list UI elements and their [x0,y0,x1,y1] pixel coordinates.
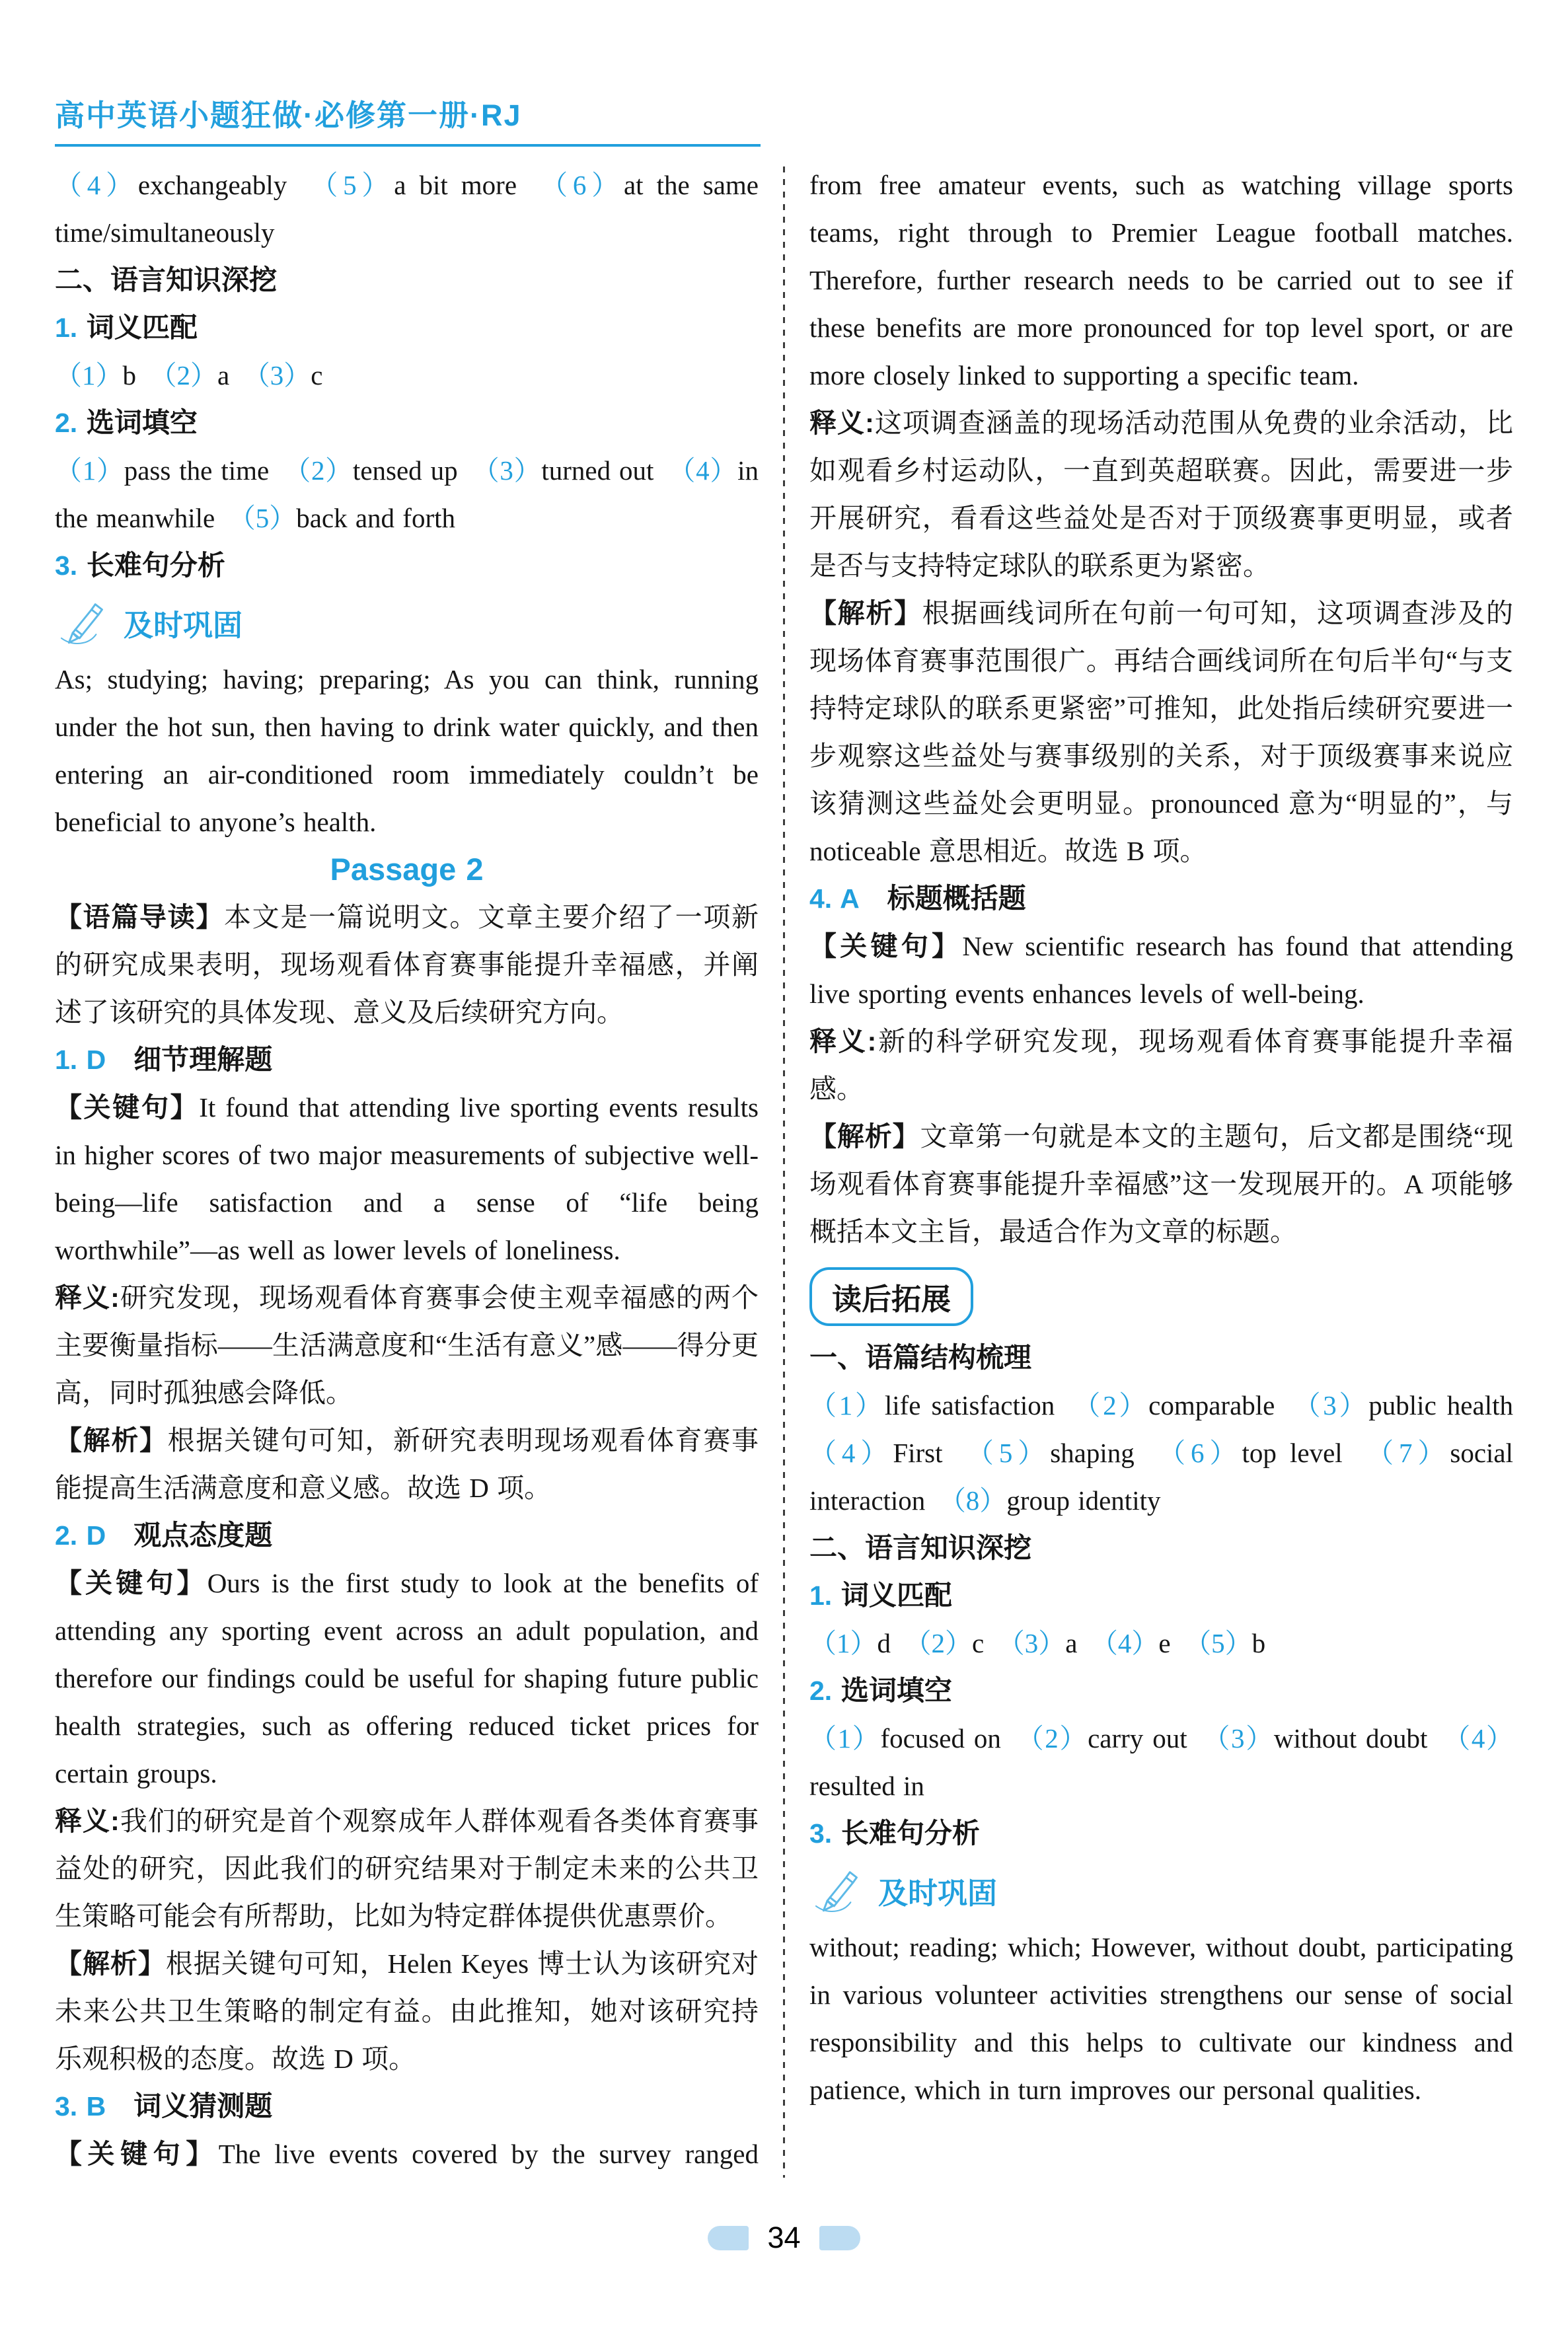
extension-badge-label: 读后拓展 [809,1267,973,1326]
paragraph [809,922,1513,1017]
text-run: resulted in [809,1771,924,1801]
text-run: exchangeably [137,170,324,200]
book-title: 高中英语小题狂做·必修第一册·RJ [55,98,522,132]
text-run: back and forth [296,503,456,533]
text-run: 新的科学研究发现，现场观看体育赛事能提升幸福感。 [809,1026,1513,1104]
text-run: 细节理解题 [106,1044,273,1075]
text-run: 根据关键句可知，新研究表明现场观看体育赛事能提高生活满意度和意义感。故选 D 项。 [55,1425,759,1503]
text-run: a [217,360,257,390]
text-run: 【关键句】 [55,1568,207,1598]
text-run: （8） [952,1485,1007,1516]
answers-line [809,1715,1513,1810]
text-run: （4） [1456,1723,1514,1753]
text-run: 本文是一篇说明文。文章主要介绍了一项新的研究成果表明，现场观看体育赛事能提升幸福感，并阐述了该研究的具体发现、意义及后续研究方向。 [55,902,759,1027]
text-run: 释义: [809,1026,877,1056]
text-run: b [1251,1628,1266,1658]
item-heading [55,2083,759,2130]
footer-tab-left [708,2226,749,2250]
text-run: 4. A [809,883,860,914]
pencil-icon [55,595,112,649]
text-run: e [1158,1628,1198,1658]
answers-line [55,447,759,542]
text-run: 选词填空 [832,1675,952,1706]
text-run: comparable [1148,1390,1307,1421]
text-run: New scientific research has found that attending live sporting events enhances levels of well-being. [809,931,1514,1009]
text-run: without doubt [1273,1723,1457,1753]
item-heading [55,304,759,351]
text-run: social interaction [809,1438,1514,1516]
text-run: （1） [55,360,123,390]
text-run: （3） [486,455,542,486]
text-run: c [311,360,323,390]
text-run: First [893,1438,981,1468]
text-run: at the same time/simultaneously [55,170,759,248]
text-run: （5） [980,1438,1051,1468]
text-run: 【解析】 [809,598,922,628]
text-run: （2） [918,1628,972,1658]
item-heading [55,1512,759,1559]
reinforce-label: 及时巩固 [124,608,243,642]
item-heading [809,875,1513,922]
text-run: （5） [242,503,297,533]
text-run: shaping [1050,1438,1172,1468]
item-heading [55,542,759,589]
paragraph [809,399,1513,589]
paragraph [55,893,759,1036]
column-divider [783,166,785,2178]
paragraph [809,1923,1513,2114]
paragraph [55,1084,759,1274]
footer-tab-right [819,2226,860,2250]
text-run: 2. [55,408,78,438]
reinforce-heading [809,1859,1513,1922]
text-run: without; reading; which; However, without doubt, participating in various volunteer activities strengthens our sense of social responsibility and this helps to cultivate our kindness and patience, which in turn improves our personal qualities. [809,1932,1513,2105]
text-run: 根据关键句可知，Helen Keyes 博士认为该研究对未来公共卫生策略的制定有益。由此推知，她对该研究持乐观积极的态度。故选 D 项。 [55,1948,759,2074]
text-run: （5） [1197,1628,1252,1658]
text-run: 3. [55,550,78,581]
text-run: top level [1242,1438,1380,1468]
text-run: Ours is the first study to look at the benefits of attending any sporting event across an adult population, and therefore our findings could be useful for shaping future public health strategies, such as offering reduced ticket prices for certain groups. [55,1568,759,1789]
text-run: 标题概括题 [859,883,1026,914]
section-heading [55,256,759,304]
text-run: 【关键句】 [55,1092,200,1123]
extension-badge [809,1267,1513,1326]
text-run: （3） [256,360,311,390]
text-run: tensed up [352,455,486,486]
text-run: （2） [297,455,353,486]
item-heading [809,1572,1513,1619]
item-heading [55,1036,759,1084]
text-run: pass the time [124,455,297,486]
text-run: 二、语言知识深挖 [809,1532,1032,1563]
text-run: 研究发现，现场观看体育赛事会使主观幸福感的两个主要衡量指标——生活满意度和“生活有意义”感——得分更高，同时孤独感会降低。 [55,1282,759,1408]
text-run: focused on [880,1723,1031,1753]
paragraph [55,1274,759,1417]
paragraph [55,655,759,846]
text-run: 释义: [55,1282,120,1313]
text-run: a [1065,1628,1105,1658]
text-run: （1） [809,1390,885,1421]
text-run: （6） [1172,1438,1242,1468]
text-run: 释义: [55,1806,120,1836]
text-run: 长难句分析 [832,1818,980,1849]
text-run: 观点态度题 [106,1520,273,1551]
paragraph [55,1417,759,1512]
text-run: 释义: [809,408,874,438]
text-run: （2） [1086,1390,1149,1421]
text-run: （3） [1011,1628,1066,1658]
text-run: Passage 2 [330,852,484,887]
text-run: 词义匹配 [832,1580,952,1611]
text-run: 2. [809,1676,833,1706]
text-run: （5） [324,170,394,200]
paragraph [809,1017,1513,1113]
text-run: 词义猜测题 [106,2090,273,2122]
text-run: b [122,360,163,390]
text-run: 文章第一句就是本文的主题句，后文都是围绕“现场观看体育赛事能提升幸福感”这一发现展开的。A 项能够概括本文主旨，最适合作为文章的标题。 [809,1121,1514,1247]
text-run: life satisfaction [884,1390,1087,1421]
right-column [809,161,1540,2178]
text-run: a bit more [394,170,554,200]
text-run: 【解析】 [55,1425,168,1456]
content-columns [0,147,1568,2178]
item-heading [55,399,759,447]
text-run: As; studying; having; preparing; As you can think, running under the hot sun, then having to drink water quickly, and then entering an air-conditioned room immediately couldn’t be beneficial to anyone’s health. [55,664,759,837]
text-run: in the meanwhile [55,455,759,533]
text-run: carry out [1088,1723,1216,1753]
text-run: （1） [809,1723,881,1753]
paragraph [55,1797,759,1940]
text-run: （4） [809,1438,893,1468]
text-run: 3. B [55,2091,106,2122]
paragraph [55,2130,759,2178]
text-run: （7） [1380,1438,1450,1468]
text-run: （4） [681,455,738,486]
passage-title [55,846,759,893]
text-run: 1. [55,313,78,343]
text-run: 选词填空 [77,407,198,438]
text-run: 【语篇导读】 [55,902,224,932]
answers-line [55,351,759,399]
answers-line [809,1382,1540,1524]
text-run: 1. [809,1580,833,1611]
text-run: 长难句分析 [77,550,225,581]
text-run: c [972,1628,1012,1658]
text-run: It found that attending live sporting events results in higher scores of two major measurements of subjective well-being—life satisfaction and a sense of “life being worthwhile”—as well as lower levels of loneliness. [55,1092,759,1265]
text-run: （2） [1030,1723,1088,1753]
text-run: 1. D [55,1045,106,1075]
text-run: 词义匹配 [77,312,198,343]
text-run: d [877,1628,918,1658]
left-column [55,161,759,2178]
text-run: 我们的研究是首个观察成年人群体观看各类体育赛事益处的研究，因此我们的研究结果对于制定未来的公共卫生策略可能会有所帮助，比如为特定群体提供优惠票价。 [55,1806,759,1931]
paragraph [809,589,1513,875]
text-run: 3. [809,1818,833,1849]
text-run: 二、语言知识深挖 [55,264,278,295]
text-run: 根据画线词所在句前一句可知，这项调查涉及的现场体育赛事范围很广。再结合画线词所在句后半句“与支持特定球队的联系更紧密”可推知，此处指后续研究要进一步观察这些益处与赛事级别的关系，对于顶级赛事来说应该猜测这些益处会更明显。pronounced 意为“明显的”，与 noticeable 意思相近。故选 B 项。 [809,598,1514,866]
text-run: 【关键句】 [809,931,963,961]
text-run: 这项调查涵盖的现场活动范围从免费的业余活动，比如观看乡村运动队，一直到英超联赛。因此，需要进一步开展研究，看看这些益处是否对于顶级赛事更明显，或者是否与支持特定球队的联系更为紧密。 [809,408,1513,581]
section-heading [809,1334,1513,1382]
section-heading [809,1524,1513,1572]
text-run: 【解析】 [55,1948,166,1979]
text-run: 2. D [55,1520,106,1551]
text-run: The live events covered by the survey ranged [218,2139,759,2169]
text-run: group identity [1006,1485,1161,1516]
text-run: （4） [1104,1628,1159,1658]
page-number: 34 [767,2221,801,2254]
text-run: （6） [554,170,624,200]
text-run: （1） [55,455,124,486]
paragraph [55,1940,759,2083]
text-run: （2） [163,360,217,390]
text-run: （1） [809,1628,877,1658]
text-run: from free amateur events, such as watching village sports teams, right through to Premier League football matches. Therefore, further research needs to be carried out to see if these benefits are more pronounced for top level sport, or are more closely linked to supporting a specific team. [809,170,1513,390]
item-heading [809,1810,1513,1857]
text-run: 【解析】 [809,1121,920,1152]
reinforce-heading [55,591,759,654]
page-footer [0,2221,1568,2255]
text-run: （4） [55,170,138,200]
text-run: 一、语篇结构梳理 [809,1342,1032,1373]
text-run: public health [1368,1390,1540,1421]
reinforce-label: 及时巩固 [878,1876,998,1910]
page-header [0,0,1568,147]
text-run: turned out [541,455,682,486]
text-run: （3） [1216,1723,1274,1753]
text-run: （3） [1306,1390,1369,1421]
paragraph [809,161,1513,399]
item-heading [809,1667,1513,1715]
answers-line [809,1619,1513,1667]
paragraph [809,1113,1513,1255]
answers-line [55,161,759,256]
pencil-icon [809,1863,866,1917]
text-run: 【关键句】 [55,2139,219,2169]
paragraph [55,1559,759,1797]
